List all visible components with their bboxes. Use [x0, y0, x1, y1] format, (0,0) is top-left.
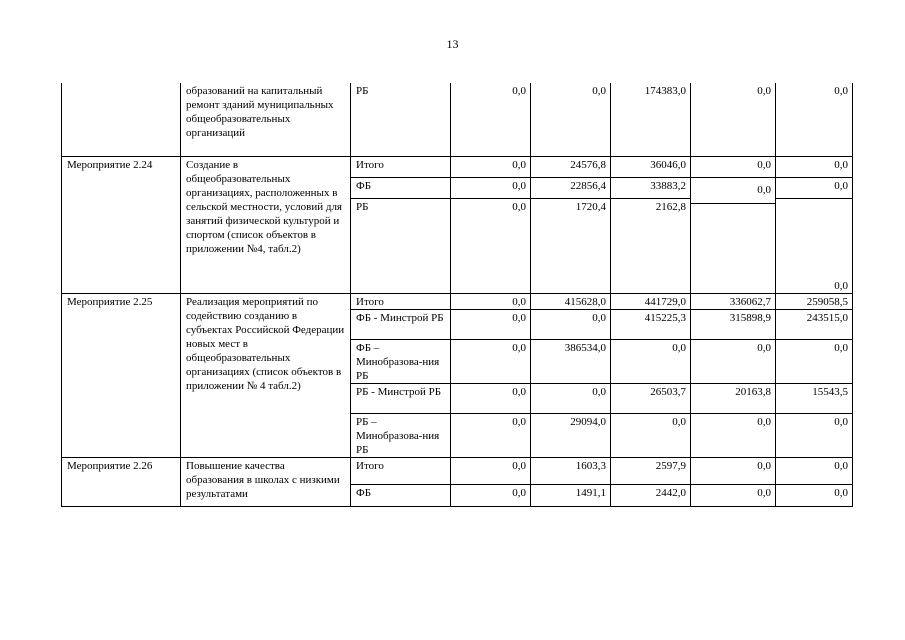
value-cell: 386534,0	[531, 340, 611, 384]
funding-source: РБ – Минобразова-ния РБ	[351, 414, 451, 458]
value-cell: 22856,4	[531, 178, 611, 199]
value-cell: 441729,0	[611, 294, 691, 310]
value-cell: 24576,8	[531, 157, 611, 178]
value-cell: 0,0	[691, 157, 776, 178]
value-cell: 0,0	[451, 199, 531, 294]
budget-table	[61, 83, 853, 507]
value-cell: 33883,2	[611, 178, 691, 199]
activity-label: Мероприятие 2.25	[62, 294, 181, 458]
value-cell: 0,0	[776, 199, 853, 294]
funding-source: ФБ - Минстрой РБ	[351, 310, 451, 340]
value-cell: 0,0	[531, 83, 611, 157]
value-cell: 243515,0	[776, 310, 853, 340]
value-cell: 0,0	[451, 414, 531, 458]
funding-source: Итого	[351, 458, 451, 485]
funding-source: ФБ – Минобразова-ния РБ	[351, 340, 451, 384]
value-cell: 0,0	[531, 384, 611, 414]
value-cell: 0,0	[451, 310, 531, 340]
activity-description: Реализация мероприятий по содействию созданию в субъектах Российской Федерации новых мест в общеобразовательных организациях (список объектов в приложении № 4 табл.2)	[181, 294, 351, 458]
value-cell: 0,0	[776, 414, 853, 458]
value-cell: 0,0	[451, 340, 531, 384]
value-cell: 15543,5	[776, 384, 853, 414]
value-cell: 0,0	[611, 414, 691, 458]
value-cell: 0,0	[776, 178, 853, 199]
value-cell: 0,0	[691, 340, 776, 384]
table-row	[62, 294, 853, 310]
value-cell: 20163,8	[691, 384, 776, 414]
value-cell: 0,0	[451, 83, 531, 157]
value-cell: 1491,1	[531, 485, 611, 507]
value-text: 0,0	[691, 178, 775, 204]
activity-description: Повышение качества образования в школах с низкими результатами	[181, 458, 351, 507]
value-cell: 415225,3	[611, 310, 691, 340]
value-cell: 0,0	[776, 458, 853, 485]
value-cell: 0,0	[776, 83, 853, 157]
funding-source: ФБ	[351, 178, 451, 199]
value-cell: 259058,5	[776, 294, 853, 310]
activity-label: Мероприятие 2.24	[62, 157, 181, 294]
funding-source: Итого	[351, 294, 451, 310]
value-cell: 0,0	[691, 485, 776, 507]
funding-source: Итого	[351, 157, 451, 178]
funding-source: РБ	[351, 199, 451, 294]
value-cell: 2162,8	[611, 199, 691, 294]
value-cell: 0,0	[451, 485, 531, 507]
value-cell: 2442,0	[611, 485, 691, 507]
value-cell: 315898,9	[691, 310, 776, 340]
value-cell: 0,0	[451, 384, 531, 414]
funding-source: РБ	[351, 83, 451, 157]
value-cell: 1603,3	[531, 458, 611, 485]
value-cell: 29094,0	[531, 414, 611, 458]
value-cell: 0,0	[531, 310, 611, 340]
activity-cell	[62, 83, 181, 157]
value-cell: 415628,0	[531, 294, 611, 310]
value-cell: 0,0	[776, 340, 853, 384]
table-row	[62, 458, 853, 485]
value-cell: 336062,7	[691, 294, 776, 310]
value-cell: 2597,9	[611, 458, 691, 485]
value-cell: 0,0	[451, 178, 531, 199]
value-cell: 0,0	[451, 157, 531, 178]
value-cell: 0,0	[776, 485, 853, 507]
table-row	[62, 83, 853, 157]
value-cell: 0,0	[691, 414, 776, 458]
value-cell: 0,0	[451, 458, 531, 485]
value-cell: 26503,7	[611, 384, 691, 414]
activity-description: Создание в общеобразовательных организациях, расположенных в сельской местности, условий для занятий физической культурой и спортом (список объектов в приложении №4, табл.2)	[181, 157, 351, 294]
value-cell: 0,0	[451, 294, 531, 310]
funding-source: РБ - Минстрой РБ	[351, 384, 451, 414]
table-row	[62, 157, 853, 178]
activity-label: Мероприятие 2.26	[62, 458, 181, 507]
value-cell: 0,0	[691, 83, 776, 157]
value-cell: 0,0	[776, 157, 853, 178]
value-cell	[691, 178, 776, 294]
page-number: 13	[446, 37, 459, 51]
value-cell: 36046,0	[611, 157, 691, 178]
activity-description: образований на капитальный ремонт зданий муниципальных общеобразовательных организаций	[181, 83, 351, 157]
value-cell: 0,0	[691, 458, 776, 485]
value-cell: 1720,4	[531, 199, 611, 294]
funding-source: ФБ	[351, 485, 451, 507]
value-cell: 0,0	[611, 340, 691, 384]
value-cell: 174383,0	[611, 83, 691, 157]
